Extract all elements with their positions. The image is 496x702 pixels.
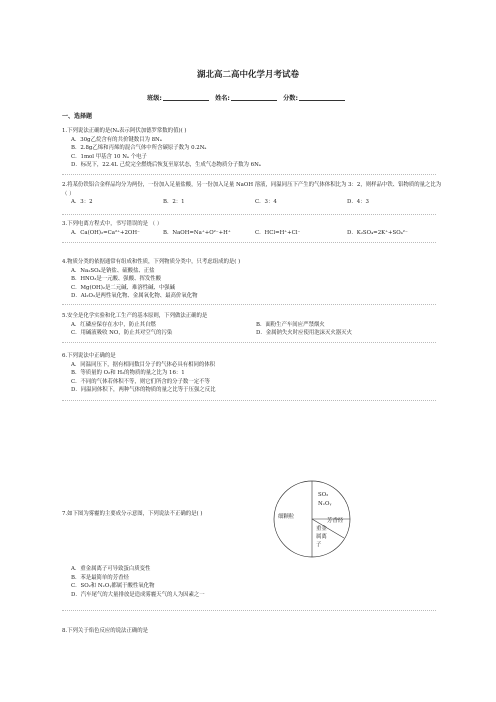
option-a: A．30g乙烷含有的共价键数目为 8Nₐ [71, 136, 162, 143]
option-d: D．汽车尾气的大量排放是造成雾霾天气的人为因素之一 [71, 591, 205, 598]
divider [62, 174, 436, 175]
question-stem: 8.下列关于焰色反应的说法正确的是 [62, 628, 149, 634]
name-blank [231, 94, 277, 101]
student-info-line [0, 93, 496, 102]
option-d: D．4：3 [347, 199, 369, 206]
question-4 [62, 258, 442, 301]
option-c: C．1mol 甲基含 10 Nₐ 个电子 [71, 153, 147, 160]
option-b: B．面粉生产车间应严禁烟火 [256, 321, 325, 328]
question-1 [62, 127, 442, 170]
pie-label-aromatic: 芳香烃 [327, 518, 344, 524]
section-heading: 一、选择题 [62, 113, 93, 120]
pie-label-fine-particles: 细颗粒 [278, 514, 295, 520]
divider [62, 304, 436, 305]
option-a: A．3：2 [71, 199, 93, 206]
divider [62, 610, 436, 611]
question-stem: 2.将某份铁铝合金样品均分为两份，一份加入足量盐酸，另一份加入足量 NaOH 溶液，同温同压下产生的气体体积比为 3：2，则样品中铁、铝物质的量之比为（ ） [62, 182, 442, 197]
option-c: C．不同的气体若体积不等，则它们所含的分子数一定不等 [71, 378, 210, 385]
option-d: D．K₂SO₄=2K⁺+SO₄²⁻ [347, 229, 408, 236]
option-c: C．HCl=H⁺+Cl⁻ [255, 229, 301, 236]
option-d: D．同温同体积下，两种气体的物质的量之比等于压强之反比 [71, 387, 216, 394]
option-b: B．等质量的 O₂和 H₂的物质的量之比为 16：1 [71, 370, 185, 377]
question-7-options [62, 565, 442, 599]
pie-label-heavy-metal-2: 属离 [316, 534, 327, 540]
option-d: D．标况下，22.4L 己烷完全燃烧后恢复至原状态，生成气态物质分子数为 6Nₐ [71, 162, 261, 169]
question-stem: 3.下列电离方程式中，书写错误的是 （ ） [62, 221, 163, 227]
name-label: 姓名: [215, 95, 230, 102]
question-stem: 4.物质分类的依据通常有组成和性质，下列物质分类中，只考虑组成的是( ) [62, 259, 241, 265]
question-stem: 1.下列说法正确的是(Nₐ表示阿伏加德罗常数的值)( ) [62, 128, 187, 134]
pie-label-so2: SO₂ [318, 492, 329, 498]
pie-label-heavy-metal-1: 重金 [316, 526, 327, 532]
divider [62, 242, 436, 243]
question-8 [62, 627, 442, 636]
question-stem: 7.如下图为雾霾的主要成分示意图，下列说法不正确的是( ) [62, 511, 203, 517]
option-a: A．重金属离子可导致蛋白质变性 [71, 566, 151, 572]
question-stem: 6.下列说法中正确的是 [62, 353, 116, 359]
option-b: B．2：1 [163, 199, 185, 206]
option-b: B．2.8g乙烯和丙烯的混合气体中所含碳原子数为 0.2Nₐ [71, 145, 207, 152]
score-label: 分数: [283, 95, 298, 102]
option-a: A．Ca(OH)₂=Ca²⁺+2OH⁻ [71, 229, 140, 236]
page-title: 湖北高二高中化学月考试卷 [196, 70, 299, 80]
option-b: B．苯是最简单的芳香烃 [71, 574, 129, 581]
option-b: B．HNO₃是一元酸、强酸、挥发性酸 [71, 276, 162, 283]
option-c: C．用碱液吸收 NO，防止其对空气的污染 [71, 330, 173, 337]
class-label: 班级: [147, 95, 162, 102]
pie-label-nxoy: NₓOᵧ [318, 501, 332, 507]
smog-composition-diagram [272, 478, 352, 560]
question-3 [62, 220, 442, 237]
question-6 [62, 352, 442, 395]
option-a: A．同温同压下，据有相同数目分子的气体必具有相同的体积 [71, 361, 216, 368]
option-a: A．Na₂SO₄是钠盐、硫酸盐、正盐 [71, 267, 155, 274]
option-b: B．NaOH=Na⁺+O²⁻+H⁺ [163, 229, 231, 236]
option-a: A．红磷应保存在水中，防止其自燃 [71, 321, 156, 328]
option-c: C．Mg(OH)₂是二元碱、难溶性碱、中强碱 [71, 284, 176, 291]
divider [62, 342, 436, 343]
option-d: D．Al₂O₃是两性氧化物、金属氧化物、最高价氧化物 [71, 293, 198, 300]
option-c: C．SO₂和 NₓOᵧ都属于酸性氧化物 [71, 583, 155, 590]
pie-label-heavy-metal-3: 子 [316, 542, 322, 548]
option-d: D．金属钠失火时应使用泡沫灭火器灭火 [256, 330, 352, 337]
divider [62, 400, 436, 401]
question-7-stem-line [62, 510, 442, 519]
divider [62, 214, 436, 215]
class-blank [163, 94, 209, 101]
option-c: C．3：4 [255, 199, 277, 206]
score-blank [299, 94, 345, 101]
question-5 [62, 312, 442, 338]
question-stem: 5.安全是化学实验和化工生产的基本原则，下列做法正确的是 [62, 313, 208, 319]
question-2 [62, 181, 442, 207]
